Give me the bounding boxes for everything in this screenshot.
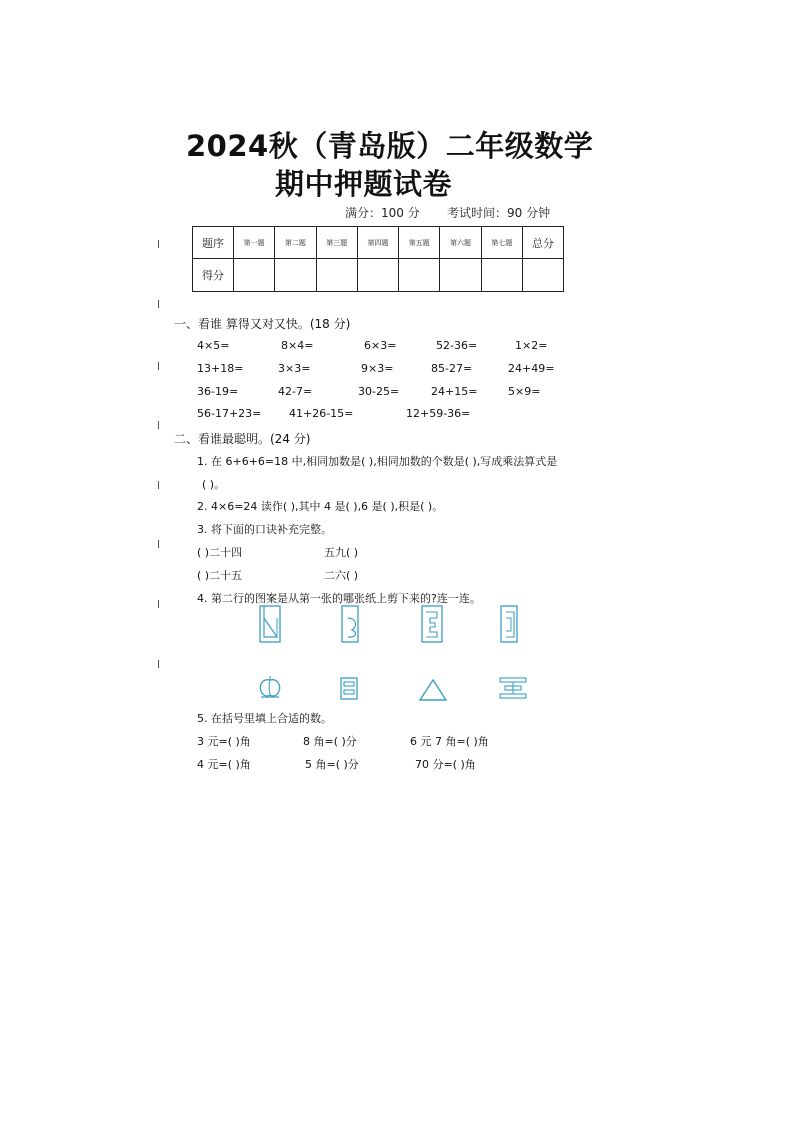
exercise: 30-25=	[358, 385, 400, 398]
table-cell: 得分	[193, 259, 234, 292]
question-5: 5. 在括号里填上合适的数。	[197, 712, 332, 725]
table-cell: 第四题	[357, 227, 398, 259]
paper-peach-cut-icon[interactable]	[340, 604, 362, 644]
exercise: 56-17+23=	[197, 407, 262, 420]
rhyme-blank: ( )二十五	[197, 569, 243, 582]
section-2-heading: 二、看谁最聪明。(24 分)	[174, 432, 311, 446]
paper-window-cut-icon[interactable]	[499, 604, 521, 644]
exercise: 36-19=	[197, 385, 239, 398]
question-4: 4. 第二行的图案是从第一张的哪张纸上剪下来的?连一连。	[197, 592, 481, 605]
rhyme-blank: 二六( )	[324, 569, 359, 582]
exercise: 6×3=	[364, 339, 397, 352]
money-blank: 70 分=( )角	[415, 758, 476, 771]
table-cell: 第五题	[399, 227, 440, 259]
full-score: 满分：100 分	[345, 206, 420, 220]
exercise: 1×2=	[515, 339, 548, 352]
money-blank: 3 元=( )角	[197, 735, 251, 748]
binding-mark	[156, 660, 161, 668]
score-input-cell[interactable]	[357, 259, 398, 292]
score-input-cell[interactable]	[399, 259, 440, 292]
triangle-pattern-icon[interactable]	[418, 677, 448, 703]
title-line-1: 2024秋（青岛版）二年级数学	[186, 129, 594, 163]
exercise: 42-7=	[278, 385, 313, 398]
binding-mark	[156, 540, 161, 548]
exercise: 3×3=	[278, 362, 311, 375]
peach-pattern-icon[interactable]	[257, 674, 283, 700]
rhyme-blank: 五九( )	[324, 546, 359, 559]
score-input-cell[interactable]	[316, 259, 357, 292]
exercise: 9×3=	[361, 362, 394, 375]
score-input-cell[interactable]	[275, 259, 316, 292]
exercise: 41+26-15=	[289, 407, 354, 420]
score-input-cell[interactable]	[523, 259, 564, 292]
binding-mark	[156, 481, 161, 489]
table-cell: 第二题	[275, 227, 316, 259]
table-cell: 总分	[523, 227, 564, 259]
table-cell: 第三题	[316, 227, 357, 259]
exercise: 85-27=	[431, 362, 473, 375]
e-shape-pattern-icon[interactable]	[497, 676, 529, 702]
rhyme-blank: ( )二十四	[197, 546, 243, 559]
binding-mark	[156, 240, 161, 248]
question-1-line-2: ( )。	[202, 478, 226, 491]
exercise: 24+15=	[431, 385, 478, 398]
money-blank: 8 角=( )分	[303, 735, 357, 748]
question-2: 2. 4×6=24 读作( ),其中 4 是( ),6 是( ),积是( )。	[197, 500, 444, 513]
window-pattern-icon[interactable]	[339, 676, 361, 702]
binding-mark	[156, 600, 161, 608]
money-blank: 5 角=( )分	[305, 758, 359, 771]
paper-e-shape-cut-icon[interactable]	[420, 604, 446, 644]
score-table	[192, 226, 564, 292]
binding-mark	[156, 421, 161, 429]
table-cell: 第一题	[234, 227, 275, 259]
exercise: 24+49=	[508, 362, 555, 375]
score-input-cell[interactable]	[481, 259, 522, 292]
money-blank: 4 元=( )角	[197, 758, 251, 771]
exercise: 12+59-36=	[406, 407, 471, 420]
table-cell: 第六题	[440, 227, 481, 259]
section-1-heading: 一、看谁 算得又对又快。(18 分)	[174, 317, 351, 331]
question-3: 3. 将下面的口诀补充完整。	[197, 523, 332, 536]
binding-mark	[156, 362, 161, 370]
exercise: 13+18=	[197, 362, 244, 375]
exercise: 4×5=	[197, 339, 230, 352]
table-cell: 题序	[193, 227, 234, 259]
title-line-2: 期中押题试卷	[275, 167, 453, 201]
score-input-cell[interactable]	[234, 259, 275, 292]
exercise: 8×4=	[281, 339, 314, 352]
exercise: 5×9=	[508, 385, 541, 398]
binding-mark	[156, 300, 161, 308]
exercise: 52-36=	[436, 339, 478, 352]
score-input-cell[interactable]	[440, 259, 481, 292]
table-cell: 第七题	[481, 227, 522, 259]
money-blank: 6 元 7 角=( )角	[410, 735, 489, 748]
exam-time: 考试时间：90 分钟	[447, 206, 551, 220]
question-1-line-1: 1. 在 6+6+6=18 中,相同加数是( ),相同加数的个数是( ),写成乘法算式是	[197, 455, 558, 468]
paper-triangle-cut-icon[interactable]	[258, 604, 284, 644]
